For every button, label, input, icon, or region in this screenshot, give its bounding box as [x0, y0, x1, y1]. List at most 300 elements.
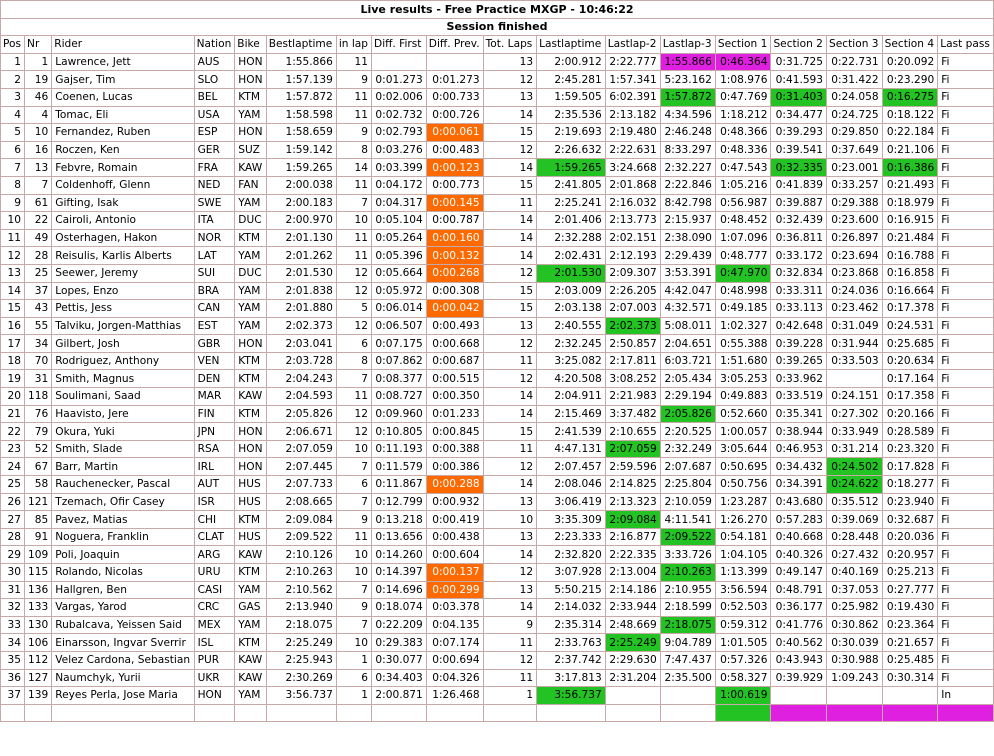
- cell-pos: 16: [1, 317, 25, 335]
- cell-bike: KAW: [235, 388, 266, 406]
- cell-bike: KTM: [235, 88, 266, 106]
- cell-last-lap-2: 2:09.307: [605, 264, 660, 282]
- cell-best-lap: 2:09.084: [266, 511, 336, 529]
- cell-nr: 106: [25, 634, 52, 652]
- cell-diff-first: 0:13.656: [372, 528, 427, 546]
- cell-diff-prev: 0:00.145: [426, 194, 483, 212]
- cell-section-2: 0:42.648: [771, 317, 827, 335]
- cell-rider: Naumchyk, Yurii: [52, 669, 194, 687]
- cell-in-lap: 6: [336, 335, 371, 353]
- cell-pos: 22: [1, 423, 25, 441]
- cell-total-laps: 11: [483, 352, 536, 370]
- cell-pos: 11: [1, 229, 25, 247]
- cell-section-4: 0:18.122: [882, 106, 938, 124]
- cell-diff-first: 0:04.317: [372, 194, 427, 212]
- cell-in-lap: 9: [336, 124, 371, 142]
- cell-nation: IRL: [194, 458, 235, 476]
- column-header-diff-first[interactable]: Diff. First: [372, 36, 427, 54]
- cell-in-lap: 10: [336, 546, 371, 564]
- cell-section-3: 0:37.053: [827, 581, 883, 599]
- cell-nr: 112: [25, 651, 52, 669]
- cell-bike: KAW: [235, 669, 266, 687]
- table-row: [1, 88, 994, 106]
- cell-last-pass: Fi: [938, 651, 994, 669]
- cell-last-lap-3: 2:05.826: [660, 405, 715, 423]
- cell-in-lap: 14: [336, 159, 371, 177]
- cell-diff-prev: 0:00.419: [426, 511, 483, 529]
- cell-section-4: 0:23.940: [882, 493, 938, 511]
- cell-diff-first: 0:01.273: [372, 71, 427, 89]
- cell-best-lap: 2:18.075: [266, 616, 336, 634]
- cell-section-3: 0:31.422: [827, 71, 883, 89]
- cell-best-lap: 2:25.249: [266, 634, 336, 652]
- cell-diff-prev: 0:00.386: [426, 458, 483, 476]
- cell-last-lap: 4:47.131: [537, 440, 606, 458]
- table-row: [1, 493, 994, 511]
- cell-section-3: 0:30.988: [827, 651, 883, 669]
- cell-section-2: 0:33.519: [771, 388, 827, 406]
- cell-pos: 2: [1, 71, 25, 89]
- column-header-last-pass[interactable]: Last pass: [938, 36, 994, 54]
- cell-last-lap: 2:03.009: [537, 282, 606, 300]
- cell-last-lap: 3:06.419: [537, 493, 606, 511]
- cell-best-lap: 2:07.733: [266, 476, 336, 494]
- cell-diff-first: 0:30.077: [372, 651, 427, 669]
- table-row: [1, 704, 994, 722]
- cell-last-pass: Fi: [938, 616, 994, 634]
- cell-bike: GAS: [235, 599, 266, 617]
- cell-in-lap: 7: [336, 616, 371, 634]
- cell-last-lap: 4:20.508: [537, 370, 606, 388]
- cell-in-lap: 12: [336, 264, 371, 282]
- cell-last-lap: 2:33.763: [537, 634, 606, 652]
- table-row: [1, 511, 994, 529]
- column-header-rider[interactable]: Rider: [52, 36, 194, 54]
- cell-pos: 34: [1, 634, 25, 652]
- cell-section-2: 0:32.834: [771, 264, 827, 282]
- cell-section-1: 0:52.660: [715, 405, 771, 423]
- cell-last-lap-2: 2:17.811: [605, 352, 660, 370]
- table-row: [1, 176, 994, 194]
- cell-last-lap-3: 2:09.522: [660, 528, 715, 546]
- cell-pos: 4: [1, 106, 25, 124]
- cell-section-4: 0:16.386: [882, 159, 938, 177]
- cell-last-pass: Fi: [938, 669, 994, 687]
- cell-nation: FIN: [194, 405, 235, 423]
- cell-diff-first: 0:22.209: [372, 616, 427, 634]
- cell-total-laps: 13: [483, 317, 536, 335]
- cell-rider: Gajser, Tim: [52, 71, 194, 89]
- cell-bike: HON: [235, 71, 266, 89]
- column-header-section-1[interactable]: Section 1: [715, 36, 771, 54]
- cell-last-lap-2: 2:33.944: [605, 599, 660, 617]
- cell-total-laps: 9: [483, 616, 536, 634]
- cell-section-4: [882, 704, 938, 722]
- cell-section-1: 0:46.364: [715, 53, 771, 71]
- cell-last-lap: 2:15.469: [537, 405, 606, 423]
- table-row: [1, 282, 994, 300]
- cell-section-2: 0:33.172: [771, 247, 827, 265]
- column-header-last-lap-3[interactable]: Lastlap-3: [660, 36, 715, 54]
- cell-pos: 18: [1, 352, 25, 370]
- cell-rider: Noguera, Franklin: [52, 528, 194, 546]
- cell-bike: HUS: [235, 476, 266, 494]
- cell-best-lap: 1:55.866: [266, 53, 336, 71]
- cell-last-lap-3: 2:07.687: [660, 458, 715, 476]
- cell-section-1: 1:00.057: [715, 423, 771, 441]
- cell-section-2: 0:34.391: [771, 476, 827, 494]
- cell-last-lap-2: 2:19.480: [605, 124, 660, 142]
- cell-in-lap: 9: [336, 71, 371, 89]
- cell-diff-prev: 0:00.932: [426, 493, 483, 511]
- cell-section-4: 0:17.378: [882, 300, 938, 318]
- cell-bike: YAM: [235, 106, 266, 124]
- cell-rider: Osterhagen, Hakon: [52, 229, 194, 247]
- column-header-in-lap[interactable]: in lap: [336, 36, 371, 54]
- cell-pos: 5: [1, 124, 25, 142]
- cell-rider: Reisulis, Karlis Alberts: [52, 247, 194, 265]
- column-header-section-4[interactable]: Section 4: [882, 36, 938, 54]
- cell-section-3: [827, 704, 883, 722]
- cell-last-lap: 2:35.314: [537, 616, 606, 634]
- cell-last-lap-2: 2:26.205: [605, 282, 660, 300]
- cell-in-lap: 12: [336, 282, 371, 300]
- cell-pos: 30: [1, 564, 25, 582]
- cell-section-1: 3:56.594: [715, 581, 771, 599]
- cell-last-lap: 3:25.082: [537, 352, 606, 370]
- cell-diff-prev: 0:00.733: [426, 88, 483, 106]
- cell-last-lap-2: 1:57.341: [605, 71, 660, 89]
- cell-last-pass: Fi: [938, 440, 994, 458]
- cell-section-4: 0:17.358: [882, 388, 938, 406]
- cell-total-laps: 12: [483, 564, 536, 582]
- cell-best-lap: 3:56.737: [266, 687, 336, 705]
- column-header-best-lap[interactable]: Bestlaptime: [266, 36, 336, 54]
- cell-section-2: 0:43.680: [771, 493, 827, 511]
- cell-pos: 13: [1, 264, 25, 282]
- cell-diff-prev: 0:00.438: [426, 528, 483, 546]
- cell-section-3: 0:23.462: [827, 300, 883, 318]
- cell-rider: Gilbert, Josh: [52, 335, 194, 353]
- cell-rider: Soulimani, Saad: [52, 388, 194, 406]
- cell-rider: Poli, Joaquin: [52, 546, 194, 564]
- cell-pos: 3: [1, 88, 25, 106]
- cell-section-2: 0:40.326: [771, 546, 827, 564]
- cell-diff-first: 0:14.397: [372, 564, 427, 582]
- cell-rider: Tomac, Eli: [52, 106, 194, 124]
- cell-bike: HON: [235, 335, 266, 353]
- cell-nr: 46: [25, 88, 52, 106]
- cell-last-pass: Fi: [938, 335, 994, 353]
- table-row: [1, 599, 994, 617]
- cell-last-pass: Fi: [938, 476, 994, 494]
- cell-nr: 13: [25, 159, 52, 177]
- cell-in-lap: 8: [336, 352, 371, 370]
- cell-last-pass: Fi: [938, 124, 994, 142]
- cell-last-lap-2: 3:08.252: [605, 370, 660, 388]
- cell-in-lap: 11: [336, 53, 371, 71]
- cell-nr: 61: [25, 194, 52, 212]
- cell-rider: Rodriguez, Anthony: [52, 352, 194, 370]
- column-header-total-laps[interactable]: Tot. Laps: [483, 36, 536, 54]
- column-header-section-2[interactable]: Section 2: [771, 36, 827, 54]
- cell-section-1: 0:55.388: [715, 335, 771, 353]
- cell-section-2: 0:39.293: [771, 124, 827, 142]
- cell-total-laps: 11: [483, 194, 536, 212]
- cell-section-1: 0:50.756: [715, 476, 771, 494]
- cell-section-4: 0:25.485: [882, 651, 938, 669]
- cell-last-lap-2: 2:14.825: [605, 476, 660, 494]
- cell-in-lap: 5: [336, 300, 371, 318]
- cell-bike: KTM: [235, 229, 266, 247]
- cell-section-3: 0:30.039: [827, 634, 883, 652]
- cell-bike: KTM: [235, 370, 266, 388]
- cell-last-pass: Fi: [938, 247, 994, 265]
- column-header-last-lap[interactable]: Lastlaptime: [537, 36, 606, 54]
- cell-nr: 4: [25, 106, 52, 124]
- cell-total-laps: 13: [483, 528, 536, 546]
- cell-diff-prev: 0:00.299: [426, 581, 483, 599]
- table-row: [1, 352, 994, 370]
- cell-last-pass: Fi: [938, 264, 994, 282]
- cell-in-lap: 6: [336, 476, 371, 494]
- cell-section-1: 0:47.769: [715, 88, 771, 106]
- column-header-pos[interactable]: Pos: [1, 36, 25, 54]
- cell-section-3: 0:25.982: [827, 599, 883, 617]
- cell-section-2: 0:43.943: [771, 651, 827, 669]
- cell-section-4: 0:18.277: [882, 476, 938, 494]
- cell-rider: Barr, Martin: [52, 458, 194, 476]
- table-row: [1, 370, 994, 388]
- cell-nation: NOR: [194, 229, 235, 247]
- cell-diff-first: [372, 53, 427, 71]
- cell-diff-prev: 0:00.726: [426, 106, 483, 124]
- column-header-last-lap-2[interactable]: Lastlap-2: [605, 36, 660, 54]
- cell-pos: 36: [1, 669, 25, 687]
- cell-pos: 28: [1, 528, 25, 546]
- cell-pos: 1: [1, 53, 25, 71]
- table-row: [1, 194, 994, 212]
- cell-best-lap: 2:30.269: [266, 669, 336, 687]
- cell-diff-prev: 0:00.288: [426, 476, 483, 494]
- cell-diff-prev: 0:00.604: [426, 546, 483, 564]
- cell-diff-prev: 0:01.273: [426, 71, 483, 89]
- column-header-section-3[interactable]: Section 3: [827, 36, 883, 54]
- cell-bike: KTM: [235, 511, 266, 529]
- cell-nr: 16: [25, 141, 52, 159]
- cell-rider: Febvre, Romain: [52, 159, 194, 177]
- cell-rider: Vargas, Yarod: [52, 599, 194, 617]
- cell-last-lap: 2:00.912: [537, 53, 606, 71]
- cell-last-lap-3: 2:05.434: [660, 370, 715, 388]
- cell-pos: 14: [1, 282, 25, 300]
- cell-diff-first: 0:02.793: [372, 124, 427, 142]
- cell-last-lap: 2:45.281: [537, 71, 606, 89]
- cell-best-lap: 2:07.445: [266, 458, 336, 476]
- cell-last-pass: Fi: [938, 511, 994, 529]
- cell-section-3: 0:23.694: [827, 247, 883, 265]
- cell-last-lap-3: 2:35.500: [660, 669, 715, 687]
- cell-total-laps: 14: [483, 159, 536, 177]
- cell-section-1: 0:48.336: [715, 141, 771, 159]
- cell-bike: KTM: [235, 352, 266, 370]
- cell-section-2: 0:40.668: [771, 528, 827, 546]
- column-header-nr[interactable]: Nr: [25, 36, 52, 54]
- cell-section-4: 0:30.314: [882, 669, 938, 687]
- cell-section-1: 0:54.181: [715, 528, 771, 546]
- cell-diff-first: 0:08.727: [372, 388, 427, 406]
- column-header-diff-prev[interactable]: Diff. Prev.: [426, 36, 483, 54]
- cell-total-laps: 14: [483, 106, 536, 124]
- cell-nation: BEL: [194, 88, 235, 106]
- cell-last-lap-3: [660, 687, 715, 705]
- cell-diff-first: 0:05.104: [372, 212, 427, 230]
- cell-in-lap: 11: [336, 528, 371, 546]
- cell-total-laps: 14: [483, 247, 536, 265]
- cell-section-2: 0:33.113: [771, 300, 827, 318]
- cell-section-3: 0:27.302: [827, 405, 883, 423]
- cell-rider: Reyes Perla, Jose Maria: [52, 687, 194, 705]
- cell-nation: ESP: [194, 124, 235, 142]
- cell-section-4: 0:28.589: [882, 423, 938, 441]
- cell-section-2: [771, 687, 827, 705]
- cell-section-3: 0:33.257: [827, 176, 883, 194]
- cell-section-3: 1:09.243: [827, 669, 883, 687]
- cell-last-lap-2: [605, 704, 660, 722]
- cell-last-lap: 2:02.431: [537, 247, 606, 265]
- cell-last-lap-2: 2:22.777: [605, 53, 660, 71]
- cell-nation: NED: [194, 176, 235, 194]
- cell-section-3: 0:31.214: [827, 440, 883, 458]
- cell-bike: HUS: [235, 493, 266, 511]
- cell-section-1: 3:05.253: [715, 370, 771, 388]
- cell-last-lap: 2:07.457: [537, 458, 606, 476]
- cell-diff-first: 0:02.732: [372, 106, 427, 124]
- cell-diff-first: 0:29.383: [372, 634, 427, 652]
- cell-best-lap: 2:02.373: [266, 317, 336, 335]
- cell-nr: 130: [25, 616, 52, 634]
- cell-bike: YAM: [235, 282, 266, 300]
- cell-diff-prev: 0:00.773: [426, 176, 483, 194]
- cell-nation: [194, 704, 235, 722]
- cell-best-lap: 2:00.970: [266, 212, 336, 230]
- cell-nation: SWE: [194, 194, 235, 212]
- cell-section-4: 0:20.036: [882, 528, 938, 546]
- cell-nr: 91: [25, 528, 52, 546]
- cell-last-lap-3: 3:33.726: [660, 546, 715, 564]
- cell-in-lap: 9: [336, 599, 371, 617]
- cell-last-lap-2: 2:07.059: [605, 440, 660, 458]
- cell-section-4: 0:24.531: [882, 317, 938, 335]
- cell-last-pass: Fi: [938, 370, 994, 388]
- cell-nr: 49: [25, 229, 52, 247]
- cell-best-lap: 2:05.826: [266, 405, 336, 423]
- cell-section-2: 0:46.953: [771, 440, 827, 458]
- cell-best-lap: 1:58.659: [266, 124, 336, 142]
- cell-best-lap: 2:09.522: [266, 528, 336, 546]
- cell-total-laps: 12: [483, 335, 536, 353]
- cell-bike: HON: [235, 124, 266, 142]
- cell-last-pass: Fi: [938, 106, 994, 124]
- cell-last-lap-3: 2:18.075: [660, 616, 715, 634]
- cell-best-lap: 2:03.728: [266, 352, 336, 370]
- cell-section-4: 0:23.364: [882, 616, 938, 634]
- table-row: [1, 212, 994, 230]
- table-row: [1, 651, 994, 669]
- cell-nation: BRA: [194, 282, 235, 300]
- cell-last-lap-2: 2:21.983: [605, 388, 660, 406]
- column-header-nation[interactable]: Nation: [194, 36, 235, 54]
- cell-section-1: 0:48.452: [715, 212, 771, 230]
- cell-section-1: 1:18.212: [715, 106, 771, 124]
- cell-rider: Rolando, Nicolas: [52, 564, 194, 582]
- cell-nr: 139: [25, 687, 52, 705]
- cell-nation: CAN: [194, 300, 235, 318]
- cell-section-1: 0:49.883: [715, 388, 771, 406]
- cell-last-lap-3: 2:29.439: [660, 247, 715, 265]
- cell-section-4: 0:20.634: [882, 352, 938, 370]
- cell-section-2: 0:48.791: [771, 581, 827, 599]
- cell-section-4: 0:20.957: [882, 546, 938, 564]
- cell-last-pass: [938, 704, 994, 722]
- cell-total-laps: 12: [483, 458, 536, 476]
- cell-total-laps: [483, 704, 536, 722]
- cell-rider: Haavisto, Jere: [52, 405, 194, 423]
- cell-total-laps: 15: [483, 282, 536, 300]
- cell-last-lap: 5:50.215: [537, 581, 606, 599]
- cell-section-4: 0:21.657: [882, 634, 938, 652]
- cell-last-lap: 2:32.820: [537, 546, 606, 564]
- cell-rider: Roczen, Ken: [52, 141, 194, 159]
- cell-total-laps: 12: [483, 370, 536, 388]
- column-header-bike[interactable]: Bike: [235, 36, 266, 54]
- table-row: [1, 264, 994, 282]
- cell-last-lap-2: 2:02.373: [605, 317, 660, 335]
- cell-last-lap: 3:17.813: [537, 669, 606, 687]
- cell-total-laps: 15: [483, 300, 536, 318]
- cell-pos: 20: [1, 388, 25, 406]
- cell-bike: KAW: [235, 546, 266, 564]
- cell-section-1: 0:48.777: [715, 247, 771, 265]
- cell-nation: URU: [194, 564, 235, 582]
- cell-rider: Lopes, Enzo: [52, 282, 194, 300]
- cell-last-pass: Fi: [938, 581, 994, 599]
- cell-last-pass: Fi: [938, 493, 994, 511]
- cell-nation: VEN: [194, 352, 235, 370]
- cell-diff-first: 0:13.218: [372, 511, 427, 529]
- cell-section-2: 0:33.962: [771, 370, 827, 388]
- cell-bike: FAN: [235, 176, 266, 194]
- cell-last-pass: In: [938, 687, 994, 705]
- cell-last-lap: 2:32.245: [537, 335, 606, 353]
- cell-best-lap: 1:59.265: [266, 159, 336, 177]
- cell-section-1: 1:00.619: [715, 687, 771, 705]
- table-row: [1, 616, 994, 634]
- cell-section-1: 0:52.503: [715, 599, 771, 617]
- cell-last-lap-3: 8:33.297: [660, 141, 715, 159]
- cell-best-lap: 2:01.262: [266, 247, 336, 265]
- cell-bike: KAW: [235, 651, 266, 669]
- cell-nr: 19: [25, 71, 52, 89]
- cell-diff-first: 0:05.396: [372, 247, 427, 265]
- cell-in-lap: 10: [336, 212, 371, 230]
- cell-diff-prev: 0:00.160: [426, 229, 483, 247]
- table-row: [1, 141, 994, 159]
- cell-in-lap: 11: [336, 388, 371, 406]
- cell-last-lap-3: 4:42.047: [660, 282, 715, 300]
- cell-nation: GER: [194, 141, 235, 159]
- cell-rider: Hallgren, Ben: [52, 581, 194, 599]
